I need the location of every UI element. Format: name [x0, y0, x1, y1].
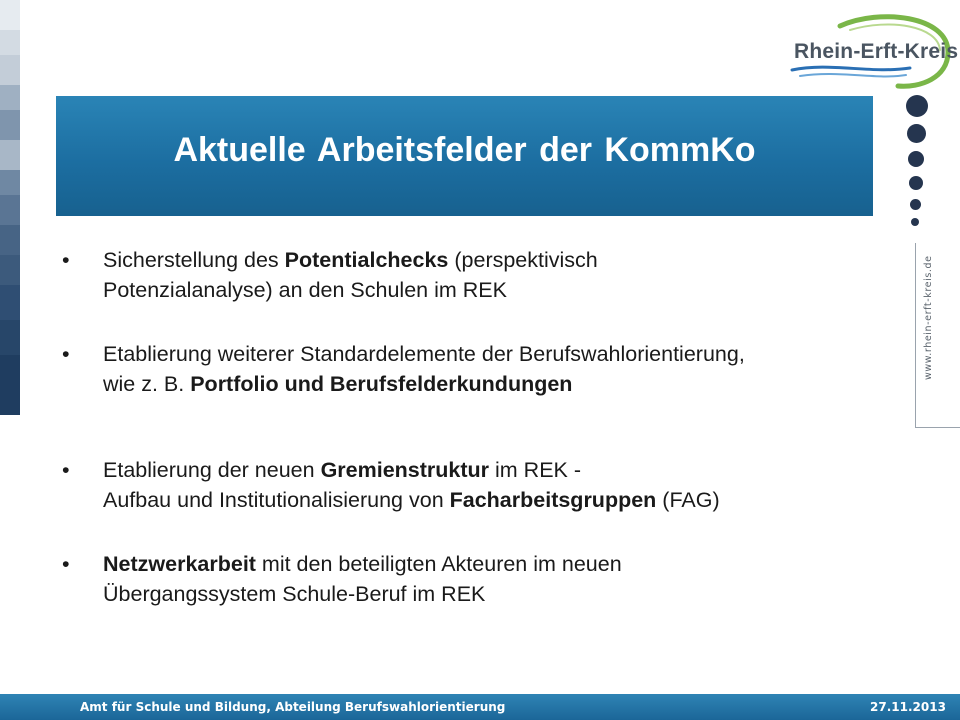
- rhein-erft-kreis-logo: [780, 12, 959, 92]
- dot-icon: [906, 95, 928, 117]
- text-span: Sicherstellung des: [103, 248, 285, 272]
- emphasis-text: Portfolio und Berufsfelderkundungen: [190, 372, 573, 396]
- text-span: Aufbau und Institutionalisierung von: [103, 488, 450, 512]
- text-span: Etablierung der neuen: [103, 458, 321, 482]
- dot-icon: [910, 199, 921, 210]
- text-span: mit den beteiligten Akteuren im neuen: [255, 552, 622, 576]
- bullet-line: [103, 369, 913, 399]
- emphasis-text: Facharbeitsgruppen: [449, 488, 657, 512]
- bullet-line: Etablierung weiterer Standardelemente der Berufswahlorientierung,: [103, 342, 745, 366]
- text-span: wie z. B.: [103, 372, 191, 396]
- emphasis-text: Gremienstruktur: [320, 458, 490, 482]
- text-span: (FAG): [656, 488, 720, 512]
- emphasis-text: Netzwerkarbeit: [103, 552, 256, 576]
- dot-icon: [911, 218, 919, 226]
- slide-title: Aktuelle Arbeitsfelder der KommKo: [173, 131, 756, 169]
- footer-text: Amt für Schule und Bildung, Abteilung Berufswahlorientierung: [80, 700, 506, 714]
- bullet-line: [103, 485, 913, 515]
- bullet-icon: •: [62, 248, 70, 272]
- dot-icon: [907, 124, 926, 143]
- left-mosaic-stripe: [0, 0, 20, 415]
- bullet-line: [103, 455, 913, 485]
- bullet-line: Übergangssystem Schule-Beruf im REK: [103, 582, 486, 606]
- footer-date: 27.11.2013: [870, 700, 946, 714]
- emphasis-text: Potentialchecks: [284, 248, 449, 272]
- side-divider: [915, 243, 916, 428]
- bullet-icon: •: [62, 342, 70, 366]
- bullet-line: [103, 245, 913, 275]
- side-divider-foot: [915, 427, 960, 428]
- website-url: www.rhein-erft-kreis.de: [923, 255, 934, 380]
- title-banner: [56, 96, 873, 216]
- footer-bar: [0, 694, 960, 720]
- bullet-icon: •: [62, 552, 70, 576]
- bullet-icon: •: [62, 458, 70, 482]
- text-span: (perspektivisch: [448, 248, 598, 272]
- bullet-line: [103, 549, 913, 579]
- text-span: im REK -: [489, 458, 582, 482]
- logo-text: Rhein-Erft-Kreis: [794, 40, 959, 63]
- bullet-line: Potenzialanalyse) an den Schulen im REK: [103, 278, 507, 302]
- dot-icon: [909, 176, 923, 190]
- dot-icon: [908, 151, 924, 167]
